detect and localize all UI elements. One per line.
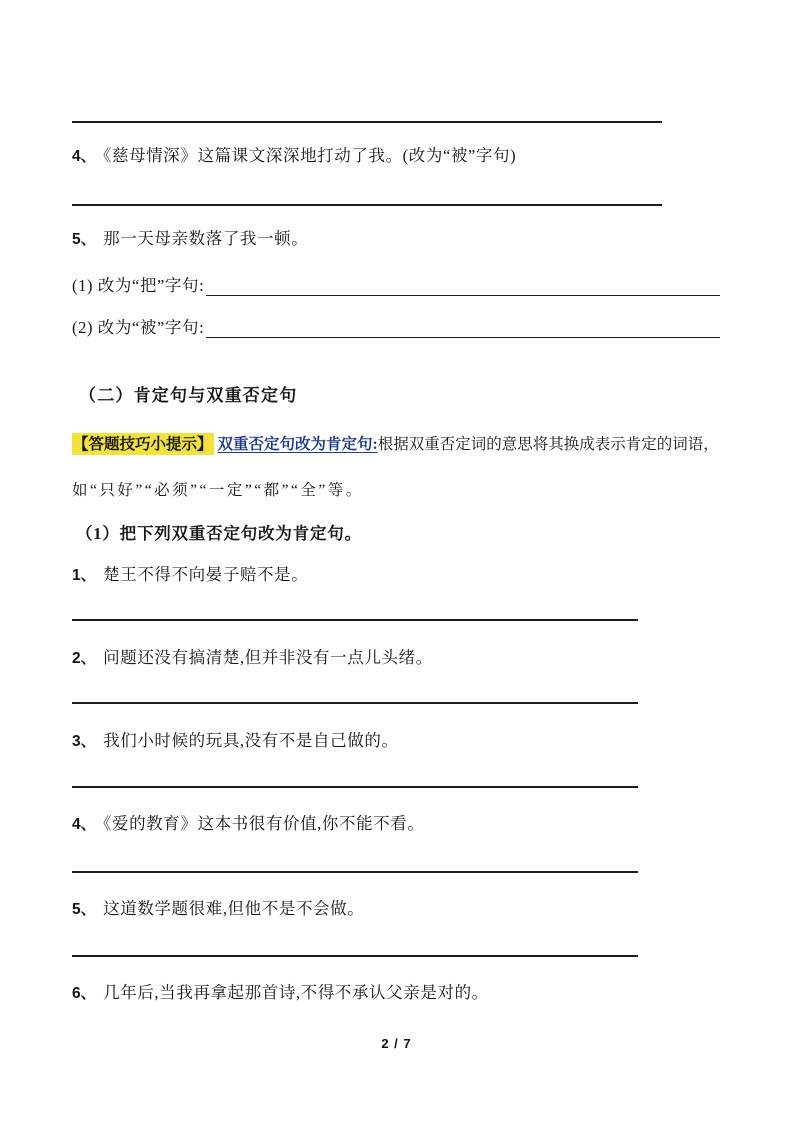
answer-blank — [206, 275, 720, 296]
question-item — [72, 899, 364, 920]
question-text: 《爱的教育》这本书很有价值,你不能不看。 — [103, 814, 425, 833]
tip-body-line2: 如“只好”“必须”“一定”“都”“全”等。 — [72, 482, 364, 499]
question-text: 几年后,当我再拿起那首诗,不得不承认父亲是对的。 — [103, 983, 489, 1002]
answer-line — [72, 619, 638, 621]
tip-badge: 【答题技巧小提示】 — [72, 433, 214, 455]
question-text: 那一天母亲数落了我一顿。 — [103, 229, 309, 248]
sub-question-label: (2) 改为“被”字句: — [72, 318, 205, 337]
question-item — [72, 648, 433, 669]
question-number: 5、 — [72, 231, 97, 248]
question-text: 问题还没有搞清楚,但并非没有一点儿头绪。 — [103, 648, 433, 667]
answer-line — [72, 204, 662, 206]
question-number: 1、 — [72, 567, 97, 584]
tip-title: 双重否定句改为肯定句: — [217, 436, 378, 453]
question-item — [72, 983, 489, 1004]
answer-line — [72, 955, 638, 957]
tip-body: 根据双重否定词的意思将其换成表示肯定的词语， — [377, 436, 719, 453]
question-number: 3、 — [72, 733, 97, 750]
answer-line — [72, 871, 638, 873]
question-4 — [72, 146, 516, 167]
question-item — [72, 565, 308, 586]
question-text: 楚王不得不向晏子赔不是。 — [103, 565, 309, 584]
question-5 — [72, 229, 308, 250]
question-number: 2、 — [72, 650, 97, 667]
tip-paragraph — [72, 435, 719, 454]
sub-question-label: (1) 改为“把”字句: — [72, 276, 205, 295]
answer-line — [72, 786, 638, 788]
section-heading: （二）肯定句与双重否定句 — [79, 386, 298, 405]
question-text: 这道数学题很难,但他不是不会做。 — [103, 899, 365, 918]
question-item — [72, 814, 425, 835]
question-number: 6、 — [72, 985, 97, 1002]
page-number: 2 / 7 — [381, 1036, 412, 1051]
question-number: 4、 — [72, 816, 97, 833]
question-number: 5、 — [72, 901, 97, 918]
question-item — [72, 731, 399, 752]
sub-section-heading: （1）把下列双重否定句改为肯定句。 — [76, 524, 362, 543]
question-text: 我们小时候的玩具,没有不是自己做的。 — [103, 731, 399, 750]
answer-blank — [206, 317, 720, 338]
question-5-sub2 — [72, 314, 720, 338]
answer-line — [72, 121, 662, 123]
question-5-sub1 — [72, 272, 720, 296]
question-text: 《慈母情深》这篇课文深深地打动了我。(改为“被”字句) — [103, 146, 517, 165]
question-number: 4、 — [72, 148, 97, 165]
answer-line — [72, 702, 638, 704]
